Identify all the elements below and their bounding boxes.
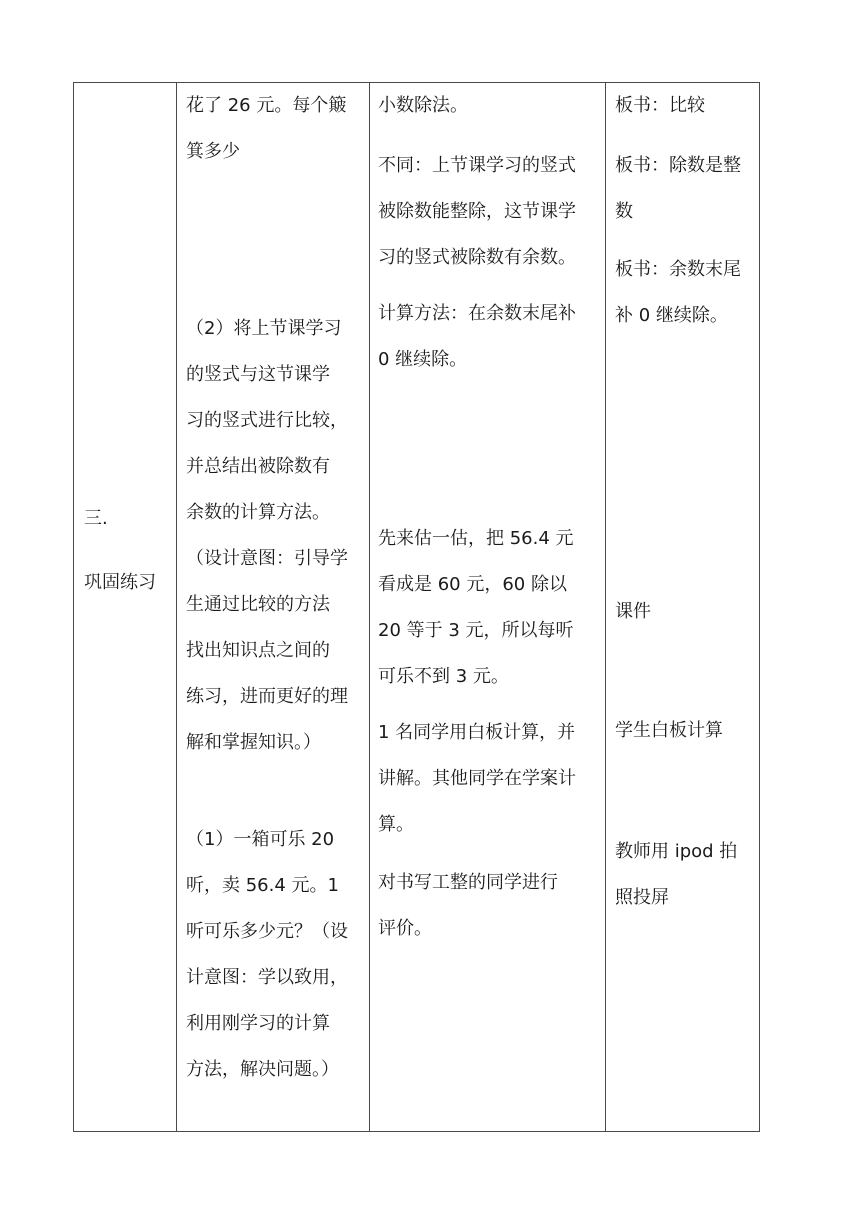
note-courseware: 课件 [615,601,651,622]
activity-evaluation: 对书写工整的同学进行 评价。 [378,872,558,939]
content-top-text: 花了 26 元。每个簸 箕多少 [186,95,347,162]
column-divider [605,83,606,1131]
content-item-2: （2）将上节课学习 的竖式与这节课学 习的竖式进行比较， 并总结出被除数有 余数的计算方法。 （设计意图：引导学 生通过比较的方法 找出知识点之间的 练习，进而更好的理 解和掌握知识。） [186,318,348,753]
note-board-divisor: 板书：除数是整 数 [615,155,741,222]
activity-estimate: 先来估一估，把 56.4 元 看成是 60 元，60 除以 20 等于 3 元，所以每听 可乐不到 3 元。 [378,528,574,687]
note-board-remainder: 板书：余数末尾 补 0 继续除。 [615,259,741,326]
note-student-board: 学生白板计算 [615,720,723,741]
section-title: 巩固练习 [84,572,156,593]
note-board-compare: 板书：比较 [615,95,705,116]
column-divider [369,83,370,1131]
activity-method: 计算方法：在余数末尾补 0 继续除。 [378,303,576,370]
column-divider [176,83,177,1131]
activity-top-line: 小数除法。 [378,95,468,116]
activity-difference: 不同：上节课学习的竖式 被除数能整除，这节课学 习的竖式被除数有余数。 [378,155,576,268]
activity-board-calc: 1 名同学用白板计算，并 讲解。其他同学在学案计 算。 [378,722,576,835]
section-number: 三. [84,508,108,529]
content-item-1: （1）一箱可乐 20 听，卖 56.4 元。1 听可乐多少元？（设 计意图：学以致用， 利用刚学习的计算 方法，解决问题。） [186,829,348,1080]
note-teacher-ipod: 教师用 ipod 拍 照投屏 [615,841,738,908]
